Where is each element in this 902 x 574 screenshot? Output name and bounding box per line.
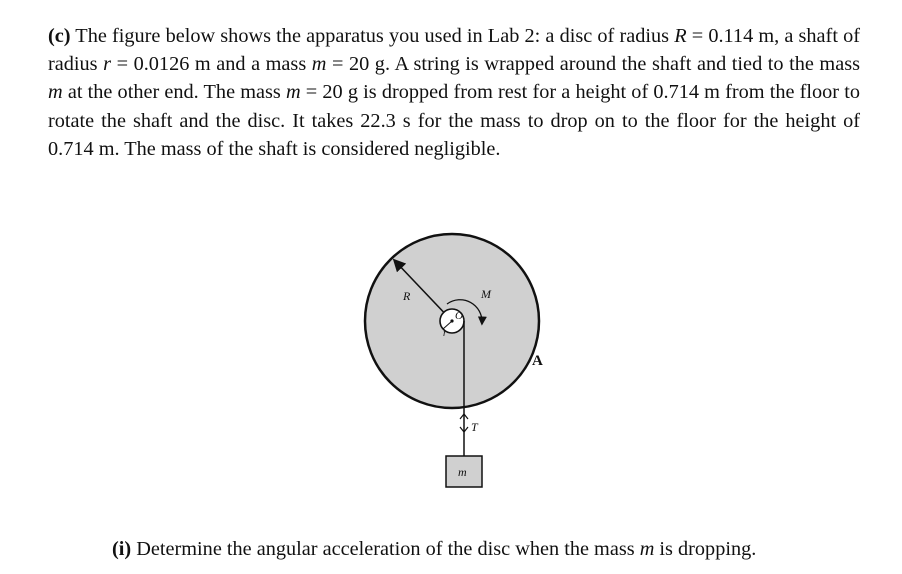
label-T: T: [471, 420, 478, 434]
question-label: (i): [112, 538, 132, 560]
problem-text-5: at the other end. The mass: [62, 81, 286, 104]
symbol-m-2: m: [48, 81, 63, 104]
symbol-m-3: m: [285, 81, 301, 104]
question-text-2: is dropping.: [654, 538, 757, 560]
label-r: r: [443, 328, 447, 339]
apparatus-figure: [355, 228, 555, 498]
problem-text-6: = 20 g is dropped from rest for a height of 0.714 m from the floor to rotate the shaft and the disc. It takes 22.3 s for the mass to drop on to the floor for the height of 0.714 m. The mass of the shaft is considered negligible.: [48, 81, 860, 160]
problem-text-2: = 0.114 m, a shaft of radius: [48, 25, 860, 76]
label-M: M: [481, 287, 491, 301]
center-point-O: [450, 319, 453, 322]
symbol-R: R: [674, 25, 687, 47]
problem-text-4: = 20 g. A string is wrapped around the shaft and tied to the mass: [326, 53, 860, 76]
problem-text-1: The figure below shows the apparatus you used in Lab 2: a disc of radius: [70, 25, 675, 47]
question-text-1: Determine the angular acceleration of the disc when the mass: [131, 538, 640, 560]
label-O: O: [455, 310, 463, 322]
part-label: (c): [48, 25, 71, 47]
problem-text-3: = 0.0126 m and a mass: [111, 53, 312, 76]
label-m: m: [458, 465, 467, 479]
question-symbol-m: m: [639, 538, 655, 560]
symbol-r: r: [103, 53, 112, 76]
symbol-m: m: [311, 53, 327, 76]
problem-statement: [48, 22, 860, 163]
label-R: R: [403, 289, 411, 303]
label-A: A: [532, 353, 543, 369]
question-i: [112, 536, 756, 562]
